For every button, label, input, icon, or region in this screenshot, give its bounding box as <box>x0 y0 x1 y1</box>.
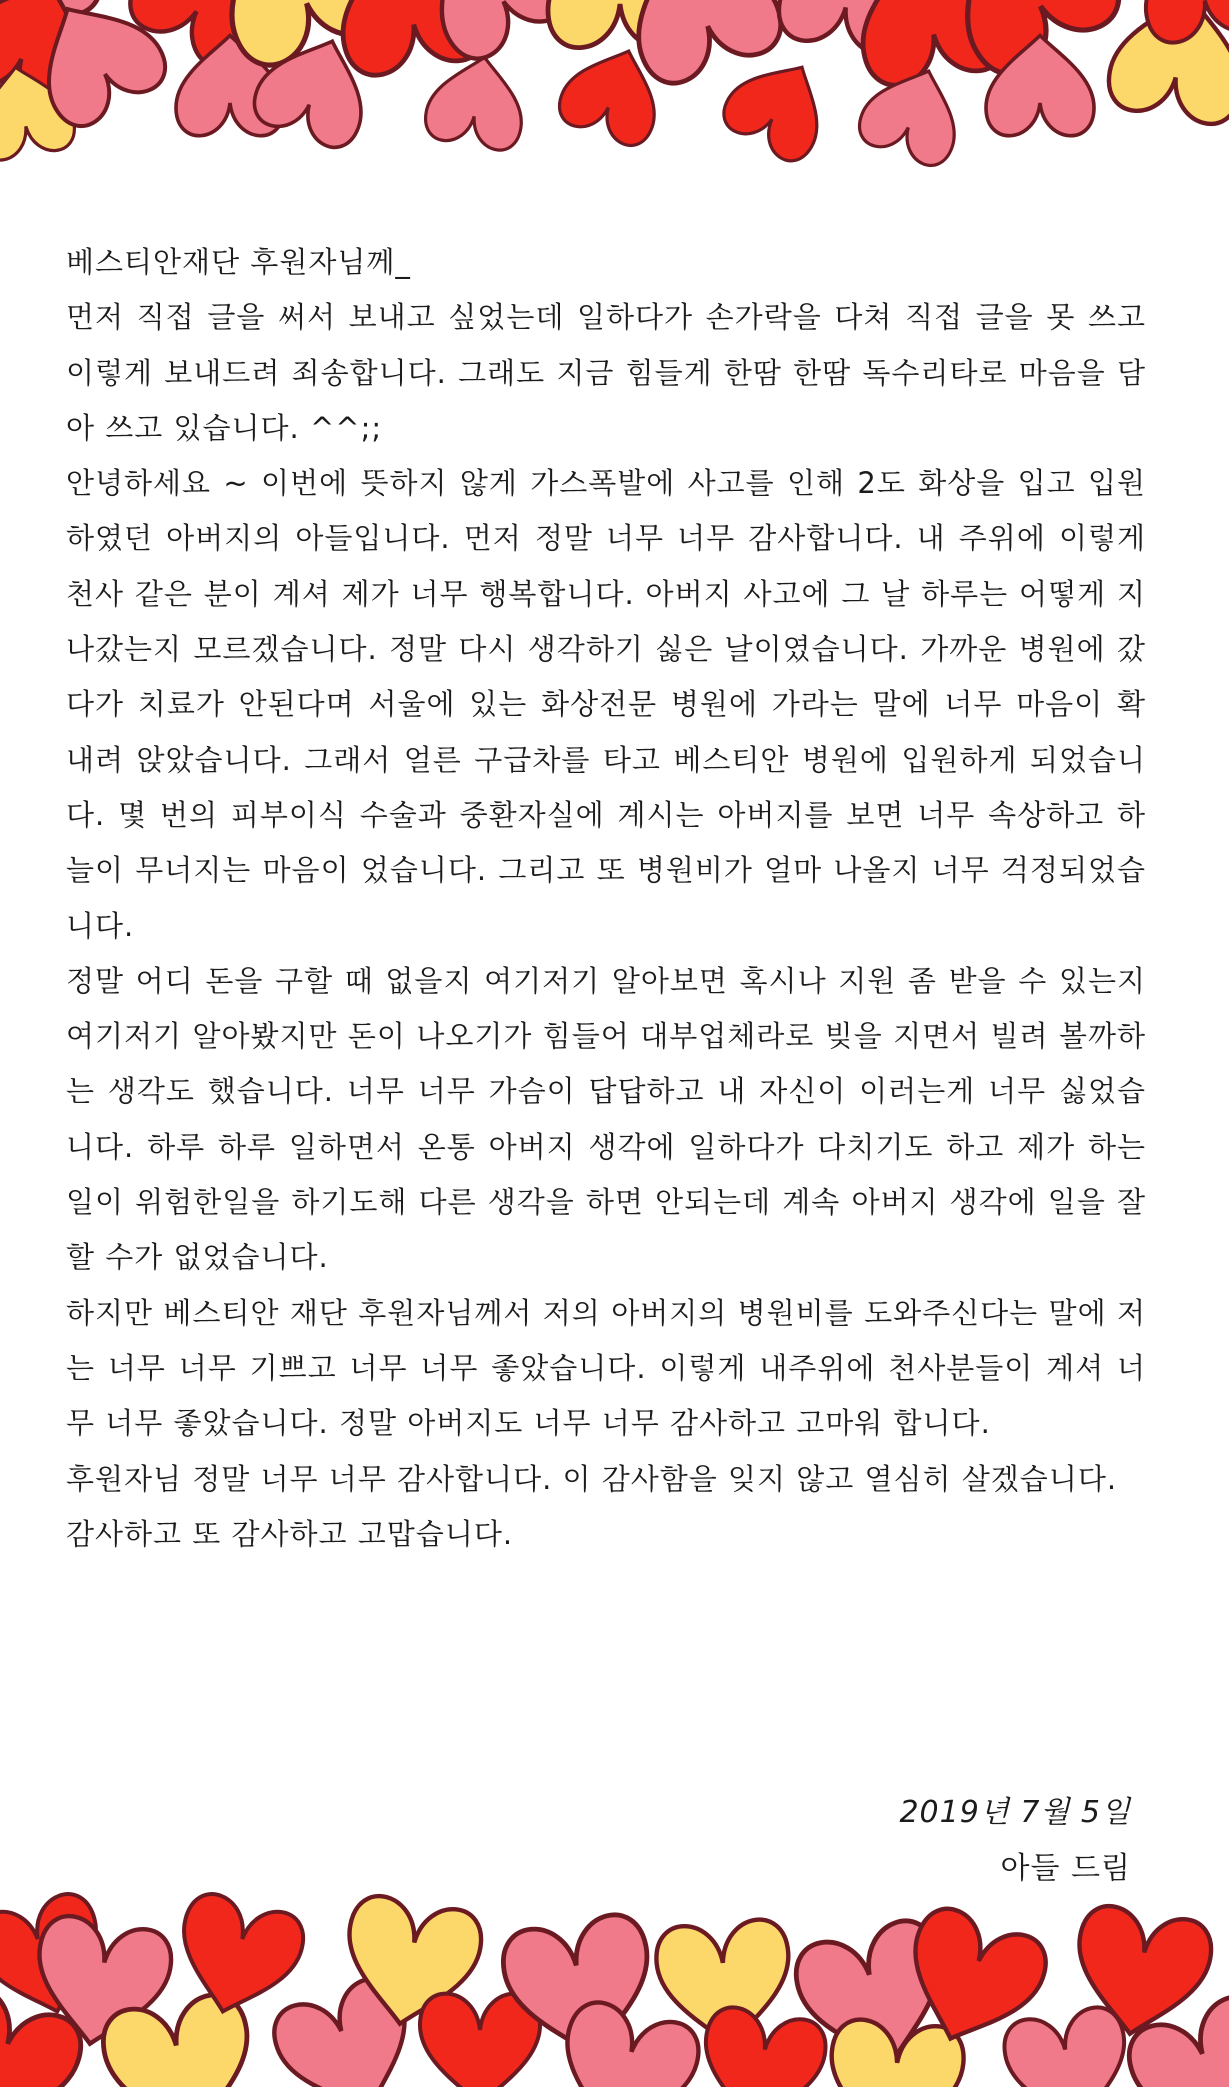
letter-signature: 아들 드림 <box>1000 1851 1131 1886</box>
letter-date: 2019년 7월 5일 <box>899 1795 1131 1830</box>
letter-paragraph-3: 정말 어디 돈을 구할 때 없을지 여기저기 알아보면 혹시나 지원 좀 받을 수 있는지 여기저기 알아봤지만 돈이 나오기가 힘들어 대부업체라로 빚을 지면서 빌려 볼까하는 생각도 했습니다. 너무 너무 가슴이 답답하고 내 자신이 이러는게 너무 싫었습니다. 하루 하루 일하면서 온통 아버지 생각에 일하다가 다치기도 하고 제가 하는 일이 위험한일을 하기도해 다른 생각을 하면 안되는데 계속 아버지 생각에 일을 잘 할 수가 없었습니다. <box>66 963 1146 1275</box>
letter-paragraph-4: 하지만 베스티안 재단 후원자님께서 저의 아버지의 병원비를 도와주신다는 말에 저는 너무 너무 기쁘고 너무 너무 좋았습니다. 이렇게 내주위에 천사분들이 계셔 너무 너무 좋았습니다. 정말 아버지도 너무 너무 감사하고 고마워 합니다. <box>66 1295 1146 1441</box>
letter-greeting: 베스티안재단 후원자님께_ <box>66 245 411 279</box>
letter-paragraph-1: 먼저 직접 글을 써서 보내고 싶었는데 일하다가 손가락을 다쳐 직접 글을 못 쓰고 이렇게 보내드려 죄송합니다. 그래도 지금 힘들게 한땀 한땀 독수리타로 마음을 담아 쓰고 있습니다. ^^;; <box>66 300 1146 445</box>
top-heart-border <box>0 0 1229 222</box>
hearts-decoration <box>0 0 1229 222</box>
letter-paragraph-5: 후원자님 정말 너무 너무 감사합니다. 이 감사함을 잊지 않고 열심히 살겠습니다. <box>66 1461 1118 1496</box>
bottom-heart-border <box>0 1870 1229 2087</box>
hearts-decoration-bottom <box>0 1870 1229 2087</box>
letter-body <box>66 235 1146 1562</box>
letter-paragraph-2: 안녕하세요 ~ 이번에 뜻하지 않게 가스폭발에 사고를 인해 2도 화상을 입고 입원 하였던 아버지의 아들입니다. 먼저 정말 너무 너무 감사합니다. 내 주위에 이렇게 천사 같은 분이 계셔 제가 너무 행복합니다. 아버지 사고에 그 날 하루는 어떻게 지나갔는지 모르겠습니다. 정말 다시 생각하기 싫은 날이였습니다. 가까운 병원에 갔다가 치료가 안된다며 서울에 있는 화상전문 병원에 가라는 말에 너무 마음이 확 내려 앉았습니다. 그래서 얼른 구급차를 타고 베스티안 병원에 입원하게 되었습니다. 몇 번의 피부이식 수술과 중환자실에 계시는 아버지를 보면 너무 속상하고 하늘이 무너지는 마음이 었습니다. 그리고 또 병원비가 얼마 나올지 너무 걱정되었습니다. <box>66 466 1146 943</box>
letter-paragraph-6: 감사하고 또 감사하고 고맙습니다. <box>66 1516 514 1551</box>
